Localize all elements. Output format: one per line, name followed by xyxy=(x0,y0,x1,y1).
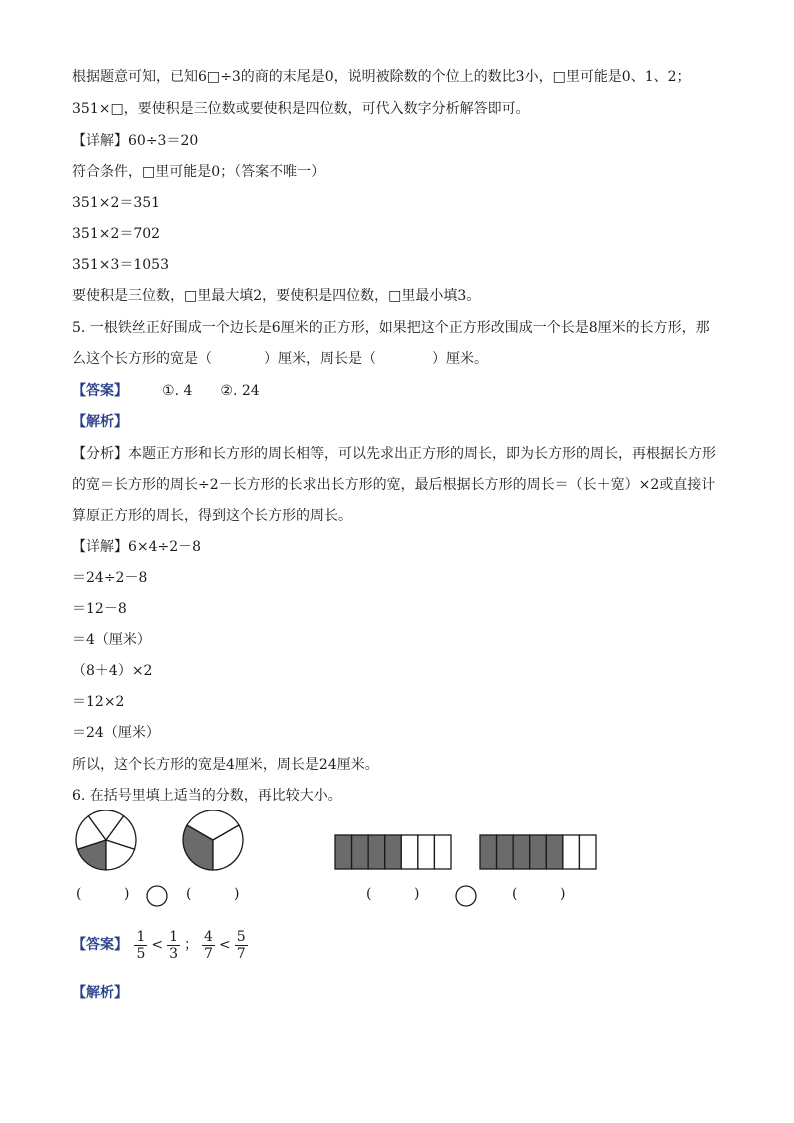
numerator: 1 xyxy=(136,928,146,945)
denominator: 7 xyxy=(236,945,246,962)
answer-2: . 24 xyxy=(232,383,260,399)
fenxi-line xyxy=(72,445,716,463)
answer-line xyxy=(72,382,260,400)
equation: ＝24÷2－8 xyxy=(72,570,148,586)
pie-chart-thirds xyxy=(183,810,243,870)
q5-part-c: ）厘米。 xyxy=(432,351,488,367)
analysis-tag xyxy=(72,984,128,1002)
q6-answer-line xyxy=(72,928,250,962)
answer-tag: 【答案】 xyxy=(72,937,128,953)
paren-open: ( xyxy=(512,886,518,902)
bar-model-1 xyxy=(335,835,451,869)
equation: ＝4（厘米） xyxy=(72,632,151,648)
conclusion: 所以，这个长方形的宽是4厘米，周长是24厘米。 xyxy=(72,757,379,773)
bar-cell xyxy=(434,835,451,869)
bar-cell-shaded xyxy=(385,835,402,869)
numerator: 5 xyxy=(236,928,246,945)
bar-cell-shaded xyxy=(352,835,369,869)
equation: ＝12－8 xyxy=(72,601,127,617)
equation: 351×2＝702 xyxy=(72,226,161,242)
bar-cell xyxy=(418,835,435,869)
bar-cell-shaded xyxy=(530,835,547,869)
detail-tag: 【详解】 xyxy=(72,539,128,555)
denominator: 7 xyxy=(204,945,213,962)
question-5-line1: 5. 一根铁丝正好围成一个边长是6厘米的正方形，如果把这个正方形改围成一个长是8厘米的长方形，那 xyxy=(72,320,710,336)
analysis-label: 【解析】 xyxy=(72,414,128,430)
denominator: 3 xyxy=(169,945,179,962)
bar-cell xyxy=(579,835,596,869)
pie-chart-fifths xyxy=(76,810,136,870)
less-than: < xyxy=(218,937,231,953)
bar-model-2 xyxy=(480,835,596,869)
equation: （8＋4）×2 xyxy=(72,663,153,679)
numerator: 1 xyxy=(169,928,179,945)
fraction-1-3 xyxy=(167,929,180,962)
text-line: 符合条件，□里可能是0；（答案不唯一） xyxy=(72,164,326,180)
fenxi-line: 算原正方形的周长，得到这个长方形的周长。 xyxy=(72,508,352,524)
bar-cell xyxy=(401,835,418,869)
fenxi-line: 的宽＝长方形的周长÷2－长方形的长求出长方形的宽，最后根据长方形的周长＝（长＋宽）×2或直接计 xyxy=(72,477,716,493)
equation: 6×4÷2－8 xyxy=(128,539,202,555)
circled-1: ① xyxy=(162,383,175,399)
analysis-label: 【解析】 xyxy=(72,985,128,1001)
text-line: 根据题意可知，已知6□÷3的商的末尾是0，说明被除数的个位上的数比3小，□里可能是0、1、2； xyxy=(72,69,691,85)
paren-close: ) xyxy=(124,886,130,902)
equation: ＝12×2 xyxy=(72,694,125,710)
less-than: < xyxy=(151,937,164,953)
answer-tag: 【答案】 xyxy=(72,383,128,399)
compare-circle-2 xyxy=(456,886,476,906)
denominator: 5 xyxy=(136,945,146,962)
bar-cell-shaded xyxy=(513,835,530,869)
separator: ； xyxy=(184,937,199,953)
equation: 351×2＝351 xyxy=(72,195,161,211)
fraction-4-7 xyxy=(202,929,215,962)
text-line: 要使积是三位数，□里最大填2，要使积是四位数，□里最小填3。 xyxy=(72,288,481,304)
analysis-tag xyxy=(72,413,128,431)
paren-open: ( xyxy=(366,886,372,902)
fraction-5-7 xyxy=(235,929,248,962)
paren-close: ) xyxy=(234,886,240,902)
detail-line xyxy=(72,132,198,150)
detail-text: 60÷3＝20 xyxy=(128,133,199,149)
paren-open: ( xyxy=(76,886,82,902)
fenxi-text: 本题正方形和长方形的周长相等，可以先求出正方形的周长，即为长方形的周长，再根据长方形 xyxy=(128,446,716,462)
fenxi-tag: 【分析】 xyxy=(72,446,128,462)
bar-cell-shaded xyxy=(497,835,514,869)
paren-close: ) xyxy=(414,886,420,902)
paren-close: ) xyxy=(560,886,566,902)
bar-cell-shaded xyxy=(335,835,352,869)
compare-circle-1 xyxy=(147,886,167,906)
bar-cell-shaded xyxy=(480,835,497,869)
bar-cell-shaded xyxy=(368,835,385,869)
detail-line xyxy=(72,538,201,556)
numerator: 4 xyxy=(204,928,213,945)
q5-part-a: 么这个长方形的宽是（ xyxy=(72,351,212,367)
fraction-1-5 xyxy=(134,929,147,962)
fraction-figures xyxy=(0,810,794,910)
equation: ＝24（厘米） xyxy=(72,725,160,741)
bar-cell-shaded xyxy=(546,835,563,869)
bar-cell xyxy=(563,835,580,869)
question-5-line2 xyxy=(72,350,488,368)
answer-1: . 4 xyxy=(174,383,193,399)
circled-2: ② xyxy=(220,383,233,399)
text-line: 351×□，要使积是三位数或要使积是四位数，可代入数字分析解答即可。 xyxy=(72,101,530,117)
equation: 351×3＝1053 xyxy=(72,257,169,273)
q5-part-b: ）厘米，周长是（ xyxy=(264,351,376,367)
detail-tag: 【详解】 xyxy=(72,133,128,149)
paren-open: ( xyxy=(186,886,192,902)
question-6-title: 6. 在括号里填上适当的分数，再比较大小。 xyxy=(72,788,342,804)
